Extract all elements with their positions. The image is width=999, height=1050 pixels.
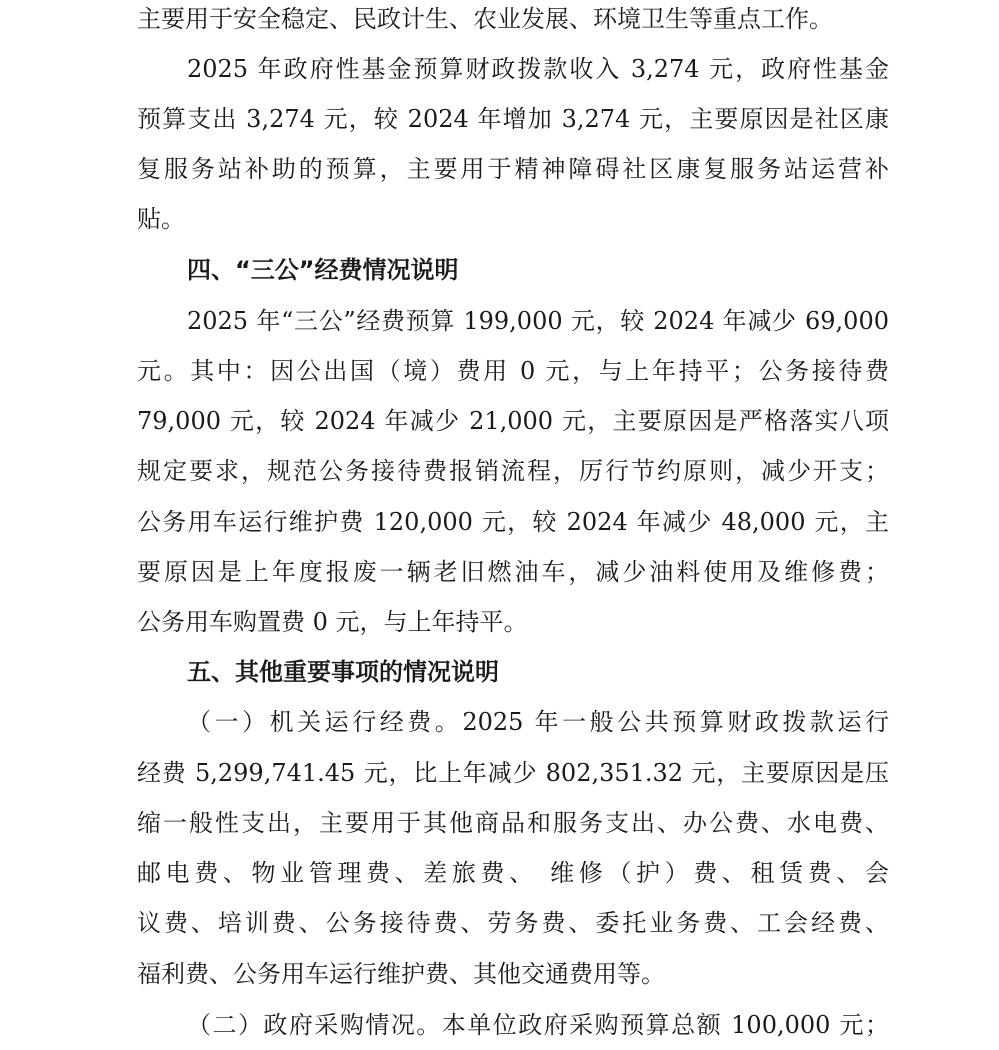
paragraph-line: 经费 5,299,741.45 元，比上年减少 802,351.32 元，主要原因是压 [137,759,889,787]
paragraph-line: 缩一般性支出，主要用于其他商品和服务支出、办公费、水电费、 [137,809,889,837]
paragraph-line: 福利费、公务用车运行维护费、其他交通费用等。 [137,960,665,988]
paragraph-line: 规定要求，规范公务接待费报销流程，厉行节约原则，减少开支； [137,457,889,485]
paragraph-line: （一）机关运行经费。2025 年一般公共预算财政拨款运行 [187,708,889,736]
paragraph-line: 邮电费、物业管理费、差旅费、 维修（护）费、租赁费、会 [137,859,889,887]
paragraph-line: （二）政府采购情况。本单位政府采购预算总额 100,000 元； [187,1011,889,1039]
paragraph-line: 2025 年政府性基金预算财政拨款收入 3,274 元，政府性基金 [187,55,889,83]
paragraph-line: 元。其中：因公出国（境）费用 0 元，与上年持平；公务接待费 [137,357,889,385]
section-heading: 四、“三公”经费情况说明 [187,256,459,284]
paragraph-line: 议费、培训费、公务接待费、劳务费、委托业务费、工会经费、 [137,909,889,937]
section-heading: 五、其他重要事项的情况说明 [187,658,499,686]
paragraph-line: 公务用车运行维护费 120,000 元，较 2024 年减少 48,000 元，主 [137,508,889,536]
paragraph-line: 预算支出 3,274 元，较 2024 年增加 3,274 元，主要原因是社区康 [137,105,889,133]
paragraph-line: 主要用于安全稳定、民政计生、农业发展、环境卫生等重点工作。 [137,5,833,33]
paragraph-line: 复服务站补助的预算，主要用于精神障碍社区康复服务站运营补 [137,155,889,183]
paragraph-line: 2025 年“三公”经费预算 199,000 元，较 2024 年减少 69,000 [187,307,889,335]
paragraph-line: 贴。 [137,205,185,233]
paragraph-line: 公务用车购置费 0 元，与上年持平。 [137,608,528,636]
paragraph-line: 要原因是上年度报废一辆老旧燃油车，减少油料使用及维修费； [137,558,889,586]
paragraph-line: 79,000 元，较 2024 年减少 21,000 元，主要原因是严格落实八项 [137,407,889,435]
